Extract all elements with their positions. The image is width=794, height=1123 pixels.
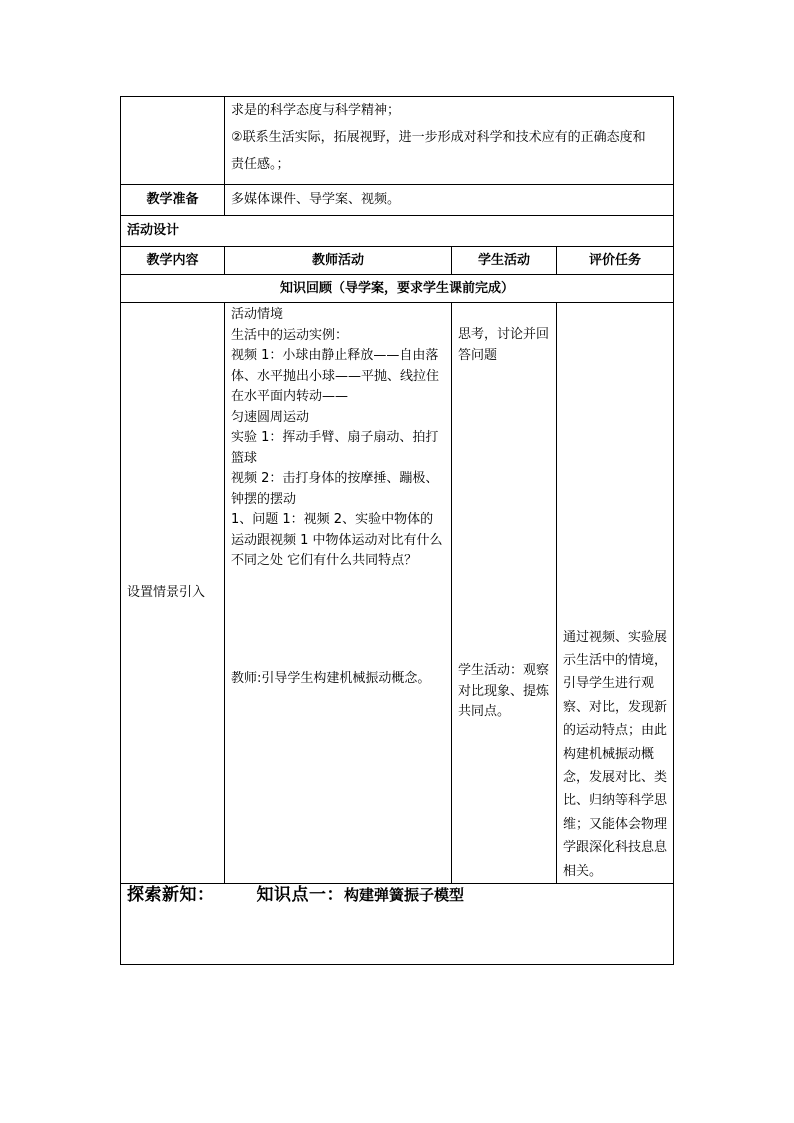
teacher-line-5: 实验 1：挥动手臂、扇子扇动、拍打篮球 [231,430,439,466]
knowledge-point-label: 知识点一： [256,885,344,905]
objective-line-1: 求是的科学态度与科学精神； [231,103,401,118]
objectives-label-cell [121,97,225,185]
activity-design-row [121,216,674,247]
header-teacher: 教师活动 [225,247,452,275]
header-student: 学生活动 [452,247,557,275]
explore-row [121,884,674,965]
teacher-line-4: 匀速圆周运动 [231,409,310,425]
teacher-line-2: 生活中的运动实例： [231,327,349,343]
explore-cell [121,884,674,965]
prep-value: 多媒体课件、导学案、视频。 [225,185,674,216]
teacher-line-7: 1、问题 1：视频 2、实验中物体的运动跟视频 1 中物体运动对比有什么不同之处 它们有什么共同特点？ [231,512,443,568]
student-activity-cell [452,303,557,884]
review-heading: 知识回顾（导学案，要求学生课前完成） [121,275,674,303]
objectives-row [121,97,674,185]
prep-label: 教学准备 [121,185,225,216]
eval-text: 通过视频、实验展示生活中的情境，引导学生进行观察、对比，发现新的运动特点；由此构建机械振动概念，发展对比、类比、归纳等科学思维；又能体会物理学跟深化科技息息相关。 [563,629,668,879]
teacher-guide: 教师:引导学生构建机械振动概念。 [231,670,431,686]
header-content: 教学内容 [121,247,225,275]
scenario-label: 设置情景引入 [121,303,225,884]
prep-row [121,185,674,216]
knowledge-point-topic: 构建弹簧振子模型 [344,886,465,904]
lesson-plan-table [120,96,674,965]
objective-line-3: 责任感。； [231,157,290,172]
teacher-line-1: 活动情境 [231,307,284,322]
eval-cell [557,303,674,884]
objectives-cell [225,97,674,185]
teacher-activity-cell [225,303,452,884]
activity-design-heading: 活动设计 [121,216,674,247]
teacher-line-3: 视频 1：小球由静止释放——自由落体、水平抛出小球——平抛、线拉住在水平面内转动—— [231,348,440,404]
column-header-row [121,247,674,275]
student-activity-1: 思考，讨论并回答问题 [458,327,550,363]
header-eval: 评价任务 [557,247,674,275]
teacher-line-6: 视频 2：击打身体的按摩捶、蹦极、钟摆的摆动 [231,471,439,507]
review-row [121,275,674,303]
objective-line-2: ②联系生活实际，拓展视野，进一步形成对科学和技术应有的正确态度和 [231,130,646,145]
student-activity-2: 学生活动：观察对比现象、提炼共同点。 [458,663,550,719]
scenario-row [121,303,674,884]
explore-title: 探索新知： [127,885,215,905]
